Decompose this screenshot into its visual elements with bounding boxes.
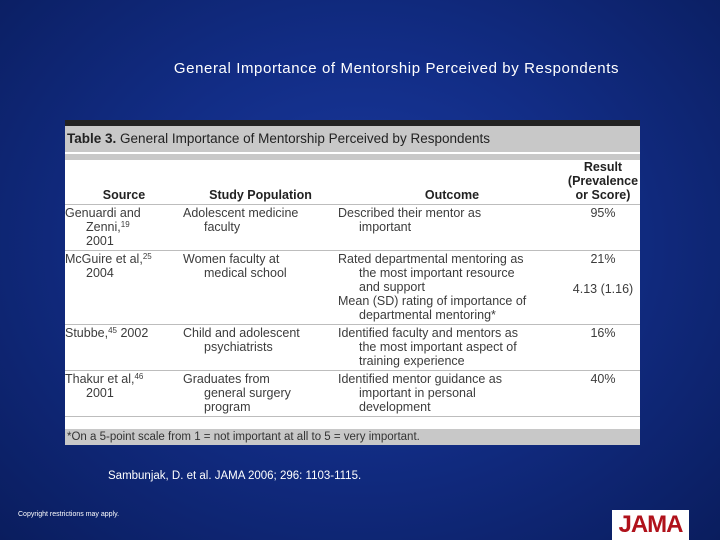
cell-source — [65, 251, 183, 325]
reference-superscript: 25 — [142, 252, 152, 261]
header-outcome: Outcome — [338, 160, 566, 205]
population-line: medical school — [204, 266, 287, 280]
cell-outcome — [338, 251, 566, 325]
cell-outcome — [338, 205, 566, 251]
cell-population — [183, 251, 338, 325]
reference-superscript: 19 — [120, 220, 130, 229]
result-value: 4.13 (1.16) — [572, 282, 634, 296]
table-label: Table 3. — [67, 131, 117, 146]
cell-result — [566, 371, 640, 417]
table-row — [65, 325, 640, 371]
jama-logo — [612, 510, 689, 540]
outcome-line: development — [359, 400, 431, 414]
population-line: program — [204, 400, 251, 414]
header-result — [566, 160, 640, 205]
source-text: Stubbe, — [65, 326, 109, 340]
population-line: faculty — [204, 220, 241, 234]
reference-superscript: 45 — [108, 326, 117, 335]
population-line: Adolescent medicine — [183, 206, 299, 220]
cell-source — [65, 205, 183, 251]
source-line — [65, 252, 183, 266]
outcome-line: important — [359, 220, 412, 234]
population-line: psychiatrists — [204, 340, 273, 354]
outcome-line: Identified mentor guidance as — [338, 372, 502, 386]
reference-superscript: 46 — [134, 372, 144, 381]
cell-population — [183, 205, 338, 251]
cell-result — [566, 251, 640, 325]
result-value: 21% — [590, 252, 616, 266]
table-footnote: *On a 5-point scale from 1 = not important at all to 5 = very important. — [65, 429, 640, 445]
source-text: Zenni, — [86, 220, 121, 234]
header-source: Source — [65, 160, 183, 205]
outcome-line: training experience — [359, 354, 465, 368]
source-line — [65, 372, 183, 386]
outcome-line: departmental mentoring* — [359, 308, 496, 322]
table-caption-text: General Importance of Mentorship Perceived by Respondents — [120, 131, 490, 146]
header-result-line-1: Result — [583, 160, 623, 174]
data-table — [65, 160, 640, 417]
table-row — [65, 205, 640, 251]
population-line: Child and adolescent — [183, 326, 300, 340]
outcome-line: important in personal — [359, 386, 476, 400]
cell-outcome — [338, 325, 566, 371]
table-row — [65, 371, 640, 417]
population-line: Women faculty at — [183, 252, 280, 266]
result-value: 40% — [590, 372, 616, 386]
source-line — [65, 326, 183, 340]
cell-result — [566, 325, 640, 371]
outcome-line: Identified faculty and mentors as — [338, 326, 518, 340]
source-line: 2001 — [86, 234, 114, 248]
outcome-line: Rated departmental mentoring as — [338, 252, 524, 266]
cell-source — [65, 371, 183, 417]
source-line: Genuardi and — [65, 206, 141, 220]
logo-text: JAMA — [618, 511, 683, 538]
source-text: 2002 — [120, 326, 149, 340]
header-population: Study Population — [183, 160, 338, 205]
spacer — [566, 266, 640, 274]
source-text: Thakur et al, — [65, 372, 135, 386]
copyright-notice: Copyright restrictions may apply. — [18, 511, 120, 518]
outcome-line: and support — [359, 280, 426, 294]
outcome-line: the most important resource — [359, 266, 515, 280]
source-line: 2001 — [86, 386, 114, 400]
cell-result — [566, 205, 640, 251]
cell-population — [183, 325, 338, 371]
outcome-line: Described their mentor as — [338, 206, 482, 220]
table-figure — [65, 120, 640, 445]
population-line: general surgery — [204, 386, 291, 400]
table-caption — [65, 126, 640, 152]
cell-outcome — [338, 371, 566, 417]
population-line: Graduates from — [183, 372, 270, 386]
header-result-line-2: (Prevalence — [567, 174, 639, 188]
citation: Sambunjak, D. et al. JAMA 2006; 296: 1103-1115. — [108, 470, 362, 482]
table-row — [65, 251, 640, 325]
outcome-line: the most important aspect of — [359, 340, 517, 354]
cell-source — [65, 325, 183, 371]
source-line: 2004 — [86, 266, 114, 280]
spacer — [566, 274, 640, 282]
slide-title: General Importance of Mentorship Perceived by Respondents — [173, 60, 620, 77]
source-line — [65, 220, 183, 234]
source-text: McGuire et al, — [65, 252, 143, 266]
table-header-row — [65, 160, 640, 205]
outcome-line: Mean (SD) rating of importance of — [338, 294, 527, 308]
cell-population — [183, 371, 338, 417]
result-value: 95% — [590, 206, 616, 220]
header-result-line-3: or Score) — [575, 188, 631, 202]
result-value: 16% — [590, 326, 616, 340]
